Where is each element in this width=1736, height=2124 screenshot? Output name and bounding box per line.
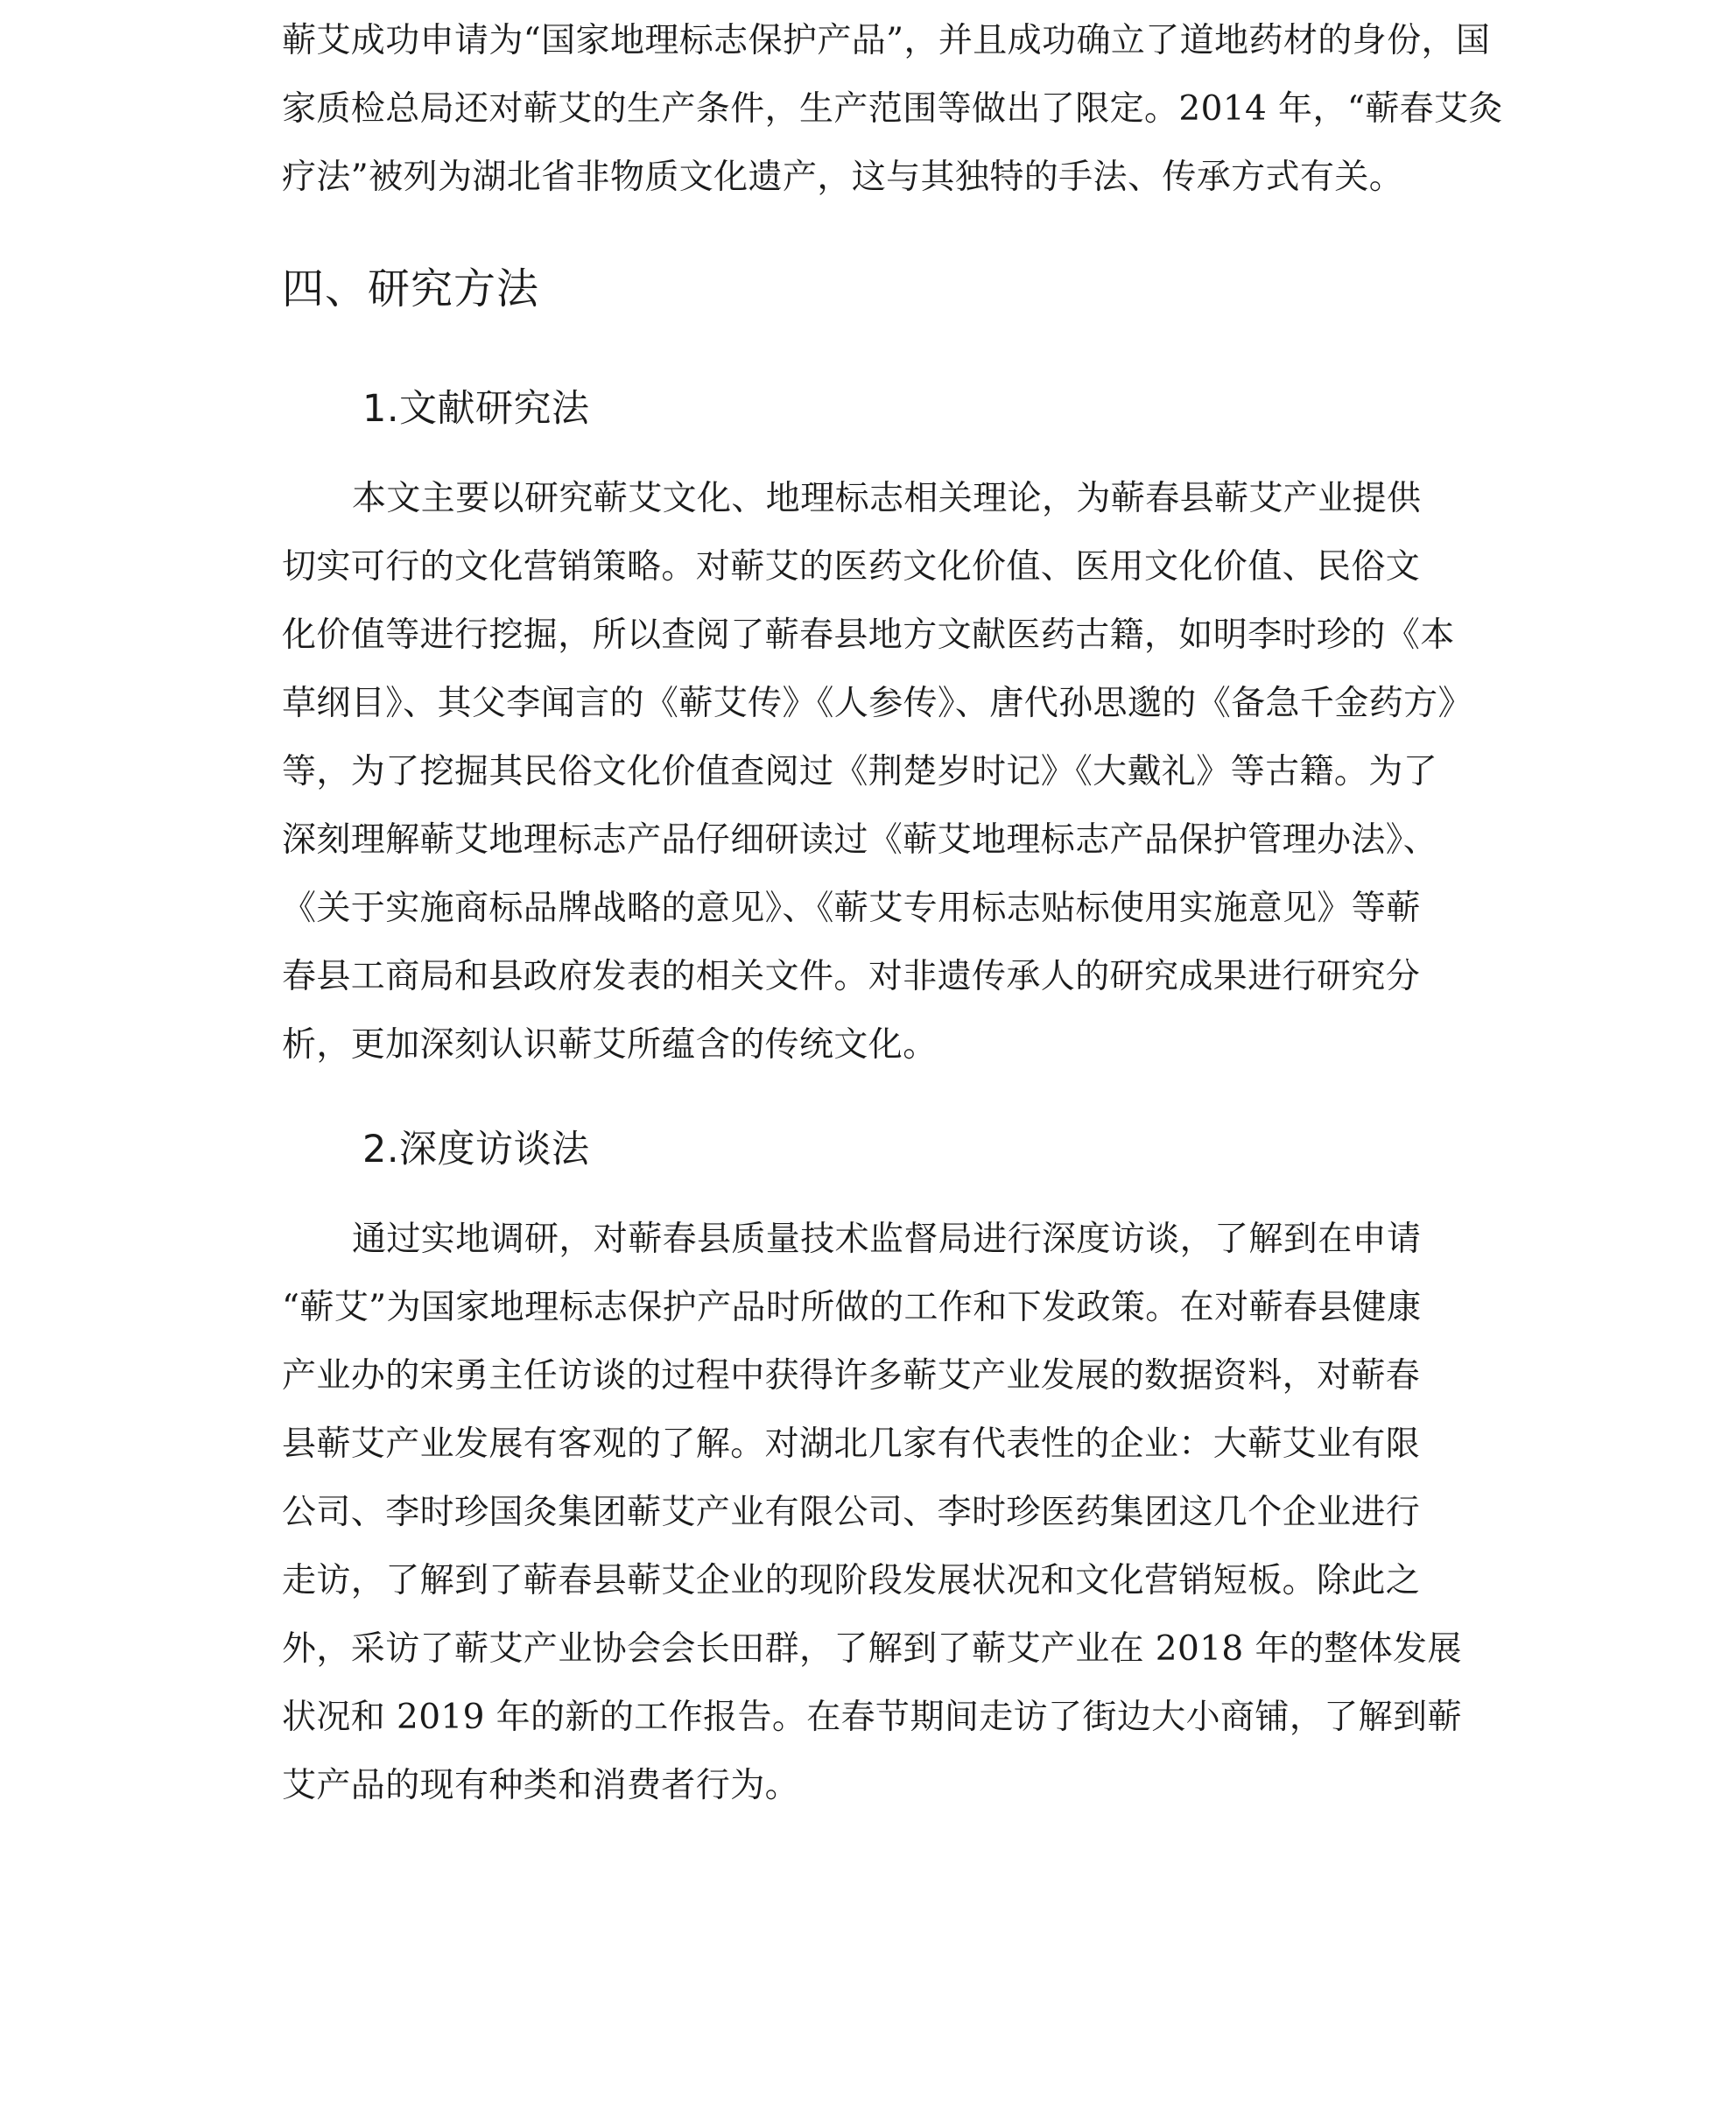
- subsection-2-line-7: 外，采访了蕲艾产业协会会长田群，了解到了蕲艾产业在 2018 年的整体发展: [282, 1629, 1462, 1669]
- subsection-2-line-6: 走访，了解到了蕲春县蕲艾企业的现阶段发展状况和文化营销短板。除此之: [282, 1561, 1421, 1600]
- subsection-2-line-5: 公司、李时珍国灸集团蕲艾产业有限公司、李时珍医药集团这几个企业进行: [282, 1493, 1421, 1532]
- intro-line-1: 蕲艾成功申请为“国家地理标志保护产品”，并且成功确立了道地药材的身份，国: [282, 21, 1491, 60]
- subsection-1-line-8: 春县工商局和县政府发表的相关文件。对非遗传承人的研究成果进行研究分: [282, 957, 1421, 996]
- subsection-1-line-1: 本文主要以研究蕲艾文化、地理标志相关理论，为蕲春县蕲艾产业提供: [352, 479, 1422, 518]
- subsection-1-heading: 1.文献研究法: [362, 387, 590, 431]
- intro-line-3: 疗法”被列为湖北省非物质文化遗产，这与其独特的手法、传承方式有关。: [282, 158, 1404, 197]
- subsection-2-line-4: 县蕲艾产业发展有客观的了解。对湖北几家有代表性的企业：大蕲艾业有限: [282, 1424, 1421, 1464]
- subsection-1-line-9: 析，更加深刻认识蕲艾所蕴含的传统文化。: [282, 1025, 938, 1065]
- subsection-2-line-8: 状况和 2019 年的新的工作报告。在春节期间走访了街边大小商铺，了解到蕲: [282, 1698, 1462, 1737]
- subsection-1-line-7: 《关于实施商标品牌战略的意见》、《蕲艾专用标志贴标使用实施意见》等蕲: [282, 889, 1421, 928]
- intro-line-2: 家质检总局还对蕲艾的生产条件，生产范围等做出了限定。2014 年，“蕲春艾灸: [282, 89, 1503, 129]
- subsection-2-line-9: 艾产品的现有种类和消费者行为。: [282, 1766, 800, 1805]
- subsection-2-line-3: 产业办的宋勇主任访谈的过程中获得许多蕲艾产业发展的数据资料，对蕲春: [282, 1356, 1421, 1396]
- subsection-1-line-2: 切实可行的文化营销策略。对蕲艾的医药文化价值、医用文化价值、民俗文: [282, 547, 1421, 587]
- section-heading: 四、研究方法: [282, 264, 540, 313]
- subsection-1-line-3: 化价值等进行挖掘，所以查阅了蕲春县地方文献医药古籍，如明李时珍的《本: [282, 615, 1455, 655]
- subsection-2-line-1: 通过实地调研，对蕲春县质量技术监督局进行深度访谈，了解到在申请: [352, 1220, 1422, 1259]
- subsection-2-heading: 2.深度访谈法: [362, 1128, 590, 1171]
- subsection-1-line-6: 深刻理解蕲艾地理标志产品仔细研读过《蕲艾地理标志产品保护管理办法》、: [282, 820, 1438, 860]
- subsection-1-line-5: 等，为了挖掘其民俗文化价值查阅过《荆楚岁时记》《大戴礼》等古籍。为了: [282, 752, 1438, 791]
- subsection-2-line-2: “蕲艾”为国家地理标志保护产品时所做的工作和下发政策。在对蕲春县健康: [282, 1288, 1422, 1327]
- subsection-1-line-4: 草纲目》、其父李闻言的《蕲艾传》《人参传》、唐代孙思邈的《备急千金药方》: [282, 684, 1472, 723]
